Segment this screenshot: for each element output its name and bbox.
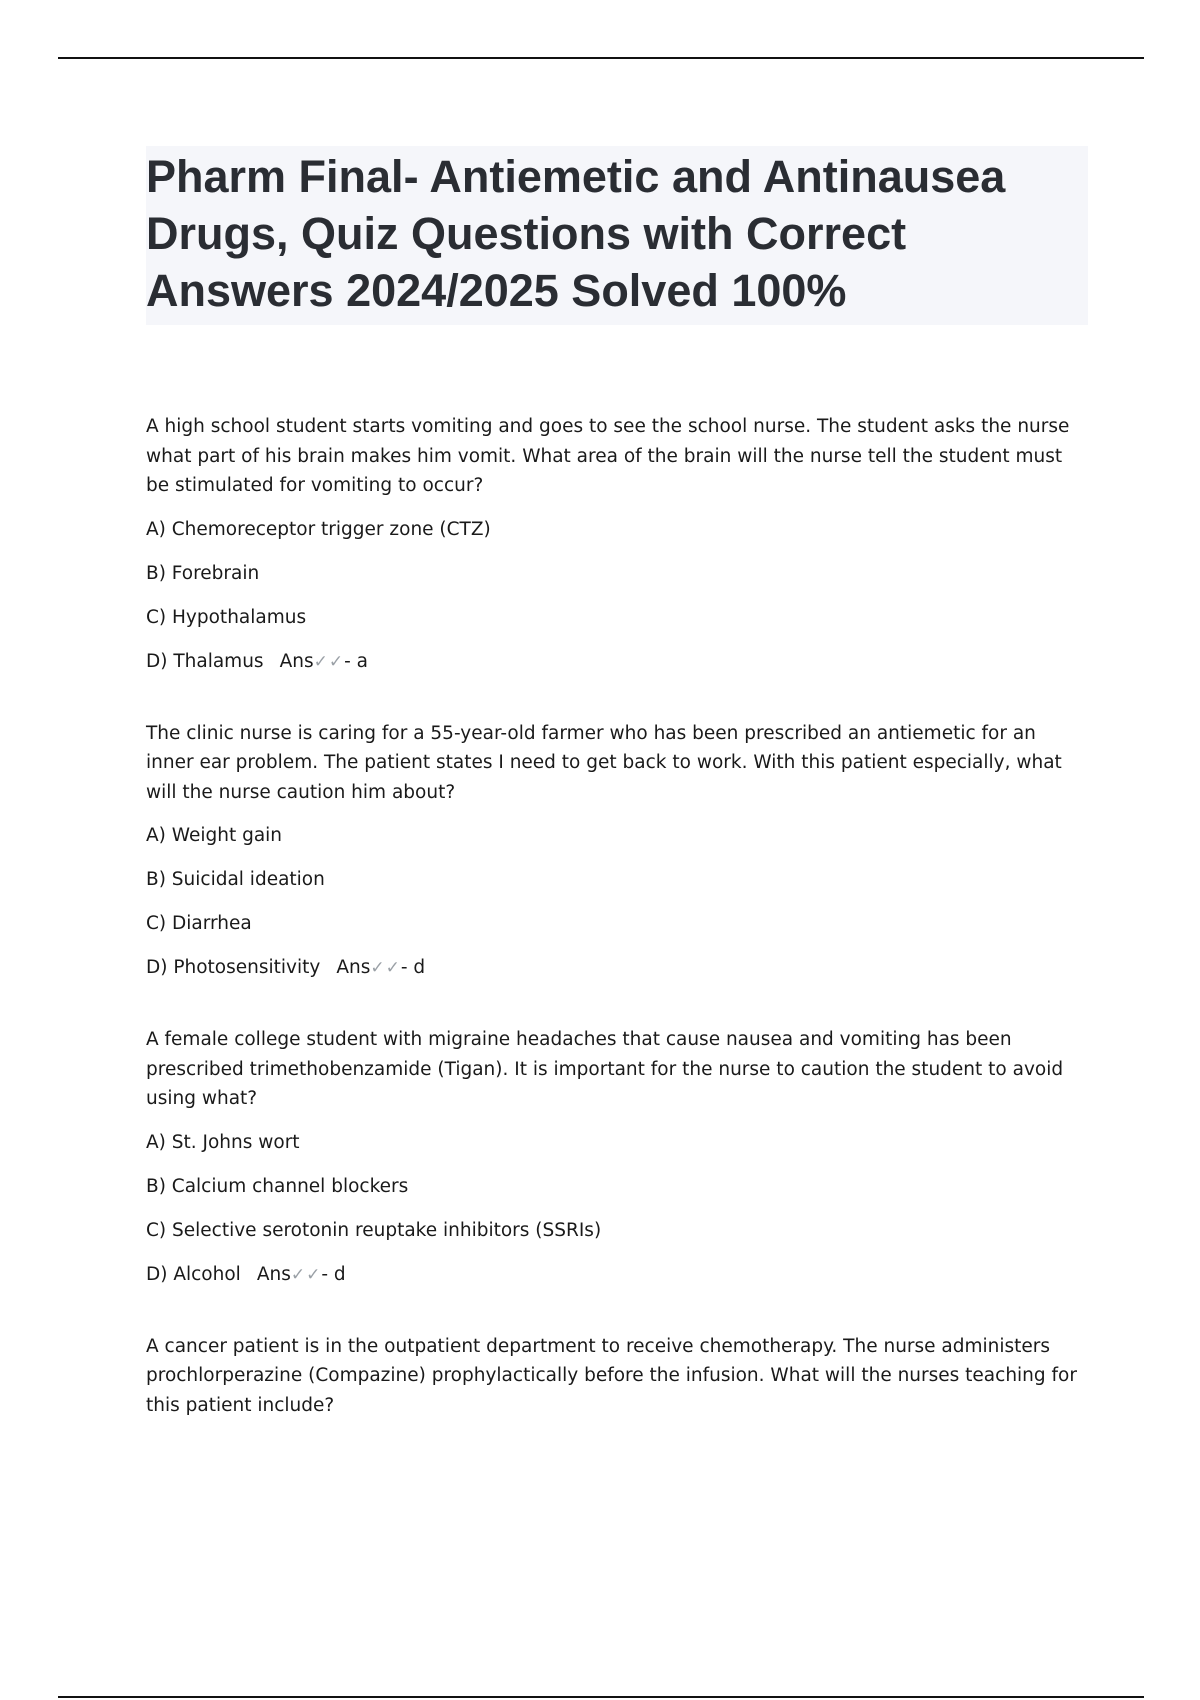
answer-value: - a (344, 650, 369, 672)
document-title: Pharm Final- Antiemetic and Antinausea Drugs, Quiz Questions with Correct Answers 2024/2025 Solved 100% (146, 151, 1006, 316)
option-d-with-answer (146, 953, 1088, 983)
option-c: C) Selective serotonin reuptake inhibitors (SSRIs) (146, 1219, 602, 1241)
option-b: B) Suicidal ideation (146, 869, 325, 890)
answer-label: Ans (336, 957, 371, 978)
option-b: B) Forebrain (146, 562, 260, 584)
option-d: D) Alcohol (146, 1263, 241, 1285)
option-list (146, 515, 1088, 677)
bottom-rule (58, 1696, 1144, 1698)
option-a: A) Chemoreceptor trigger zone (CTZ) (146, 518, 491, 540)
option-list (146, 821, 1088, 983)
answer-value: - d (321, 1263, 346, 1285)
question-3 (146, 1025, 1088, 1290)
question-stem: The clinic nurse is caring for a 55-year-old farmer who has been prescribed an antiemetic for an inner ear problem. The patient states I need to get back to work. With this patient especially, what will the nurse caution him about? (146, 722, 1062, 803)
question-1 (146, 412, 1088, 677)
answer-label: Ans (256, 1263, 291, 1285)
question-2 (146, 719, 1088, 984)
answer-marker (280, 651, 368, 672)
document-body (146, 146, 1088, 1462)
option-c: C) Diarrhea (146, 913, 252, 934)
question-4 (146, 1332, 1088, 1421)
answer-label: Ans (279, 650, 314, 672)
answer-marker (336, 957, 425, 978)
double-check-icon: ✓✓ (290, 1264, 322, 1285)
option-a: A) Weight gain (146, 825, 283, 846)
question-stem: A high school student starts vomiting and goes to see the school nurse. The student asks the nurse what part of his brain makes him vomit. What area of the brain will the nurse tell the student must be stimulated for vomiting to occur? (146, 416, 1070, 496)
double-check-icon: ✓✓ (313, 651, 345, 672)
question-stem: A female college student with migraine headaches that cause nausea and vomiting has been prescribed trimethobenzamide (Tigan). It is important for the nurse to caution the student to avoid using what? (146, 1029, 1064, 1109)
top-rule (58, 57, 1144, 59)
option-a: A) St. Johns wort (146, 1131, 300, 1153)
double-check-icon: ✓✓ (370, 958, 401, 978)
option-b: B) Calcium channel blockers (146, 1175, 409, 1197)
option-d: D) Photosensitivity (146, 957, 321, 978)
answer-marker (257, 1264, 346, 1285)
question-stem: A cancer patient is in the outpatient department to receive chemotherapy. The nurse administers prochlorperazine (Compazine) prophylactically before the infusion. What will the nurses teaching for this patient include? (146, 1335, 1077, 1416)
option-list (146, 1128, 1088, 1290)
question-list (146, 412, 1088, 1420)
option-d: D) Thalamus (146, 650, 264, 672)
option-d-with-answer (146, 1260, 1088, 1290)
option-c: C) Hypothalamus (146, 606, 307, 628)
title-block (146, 146, 1088, 325)
option-d-with-answer (146, 647, 1088, 677)
answer-value: - d (400, 957, 426, 978)
